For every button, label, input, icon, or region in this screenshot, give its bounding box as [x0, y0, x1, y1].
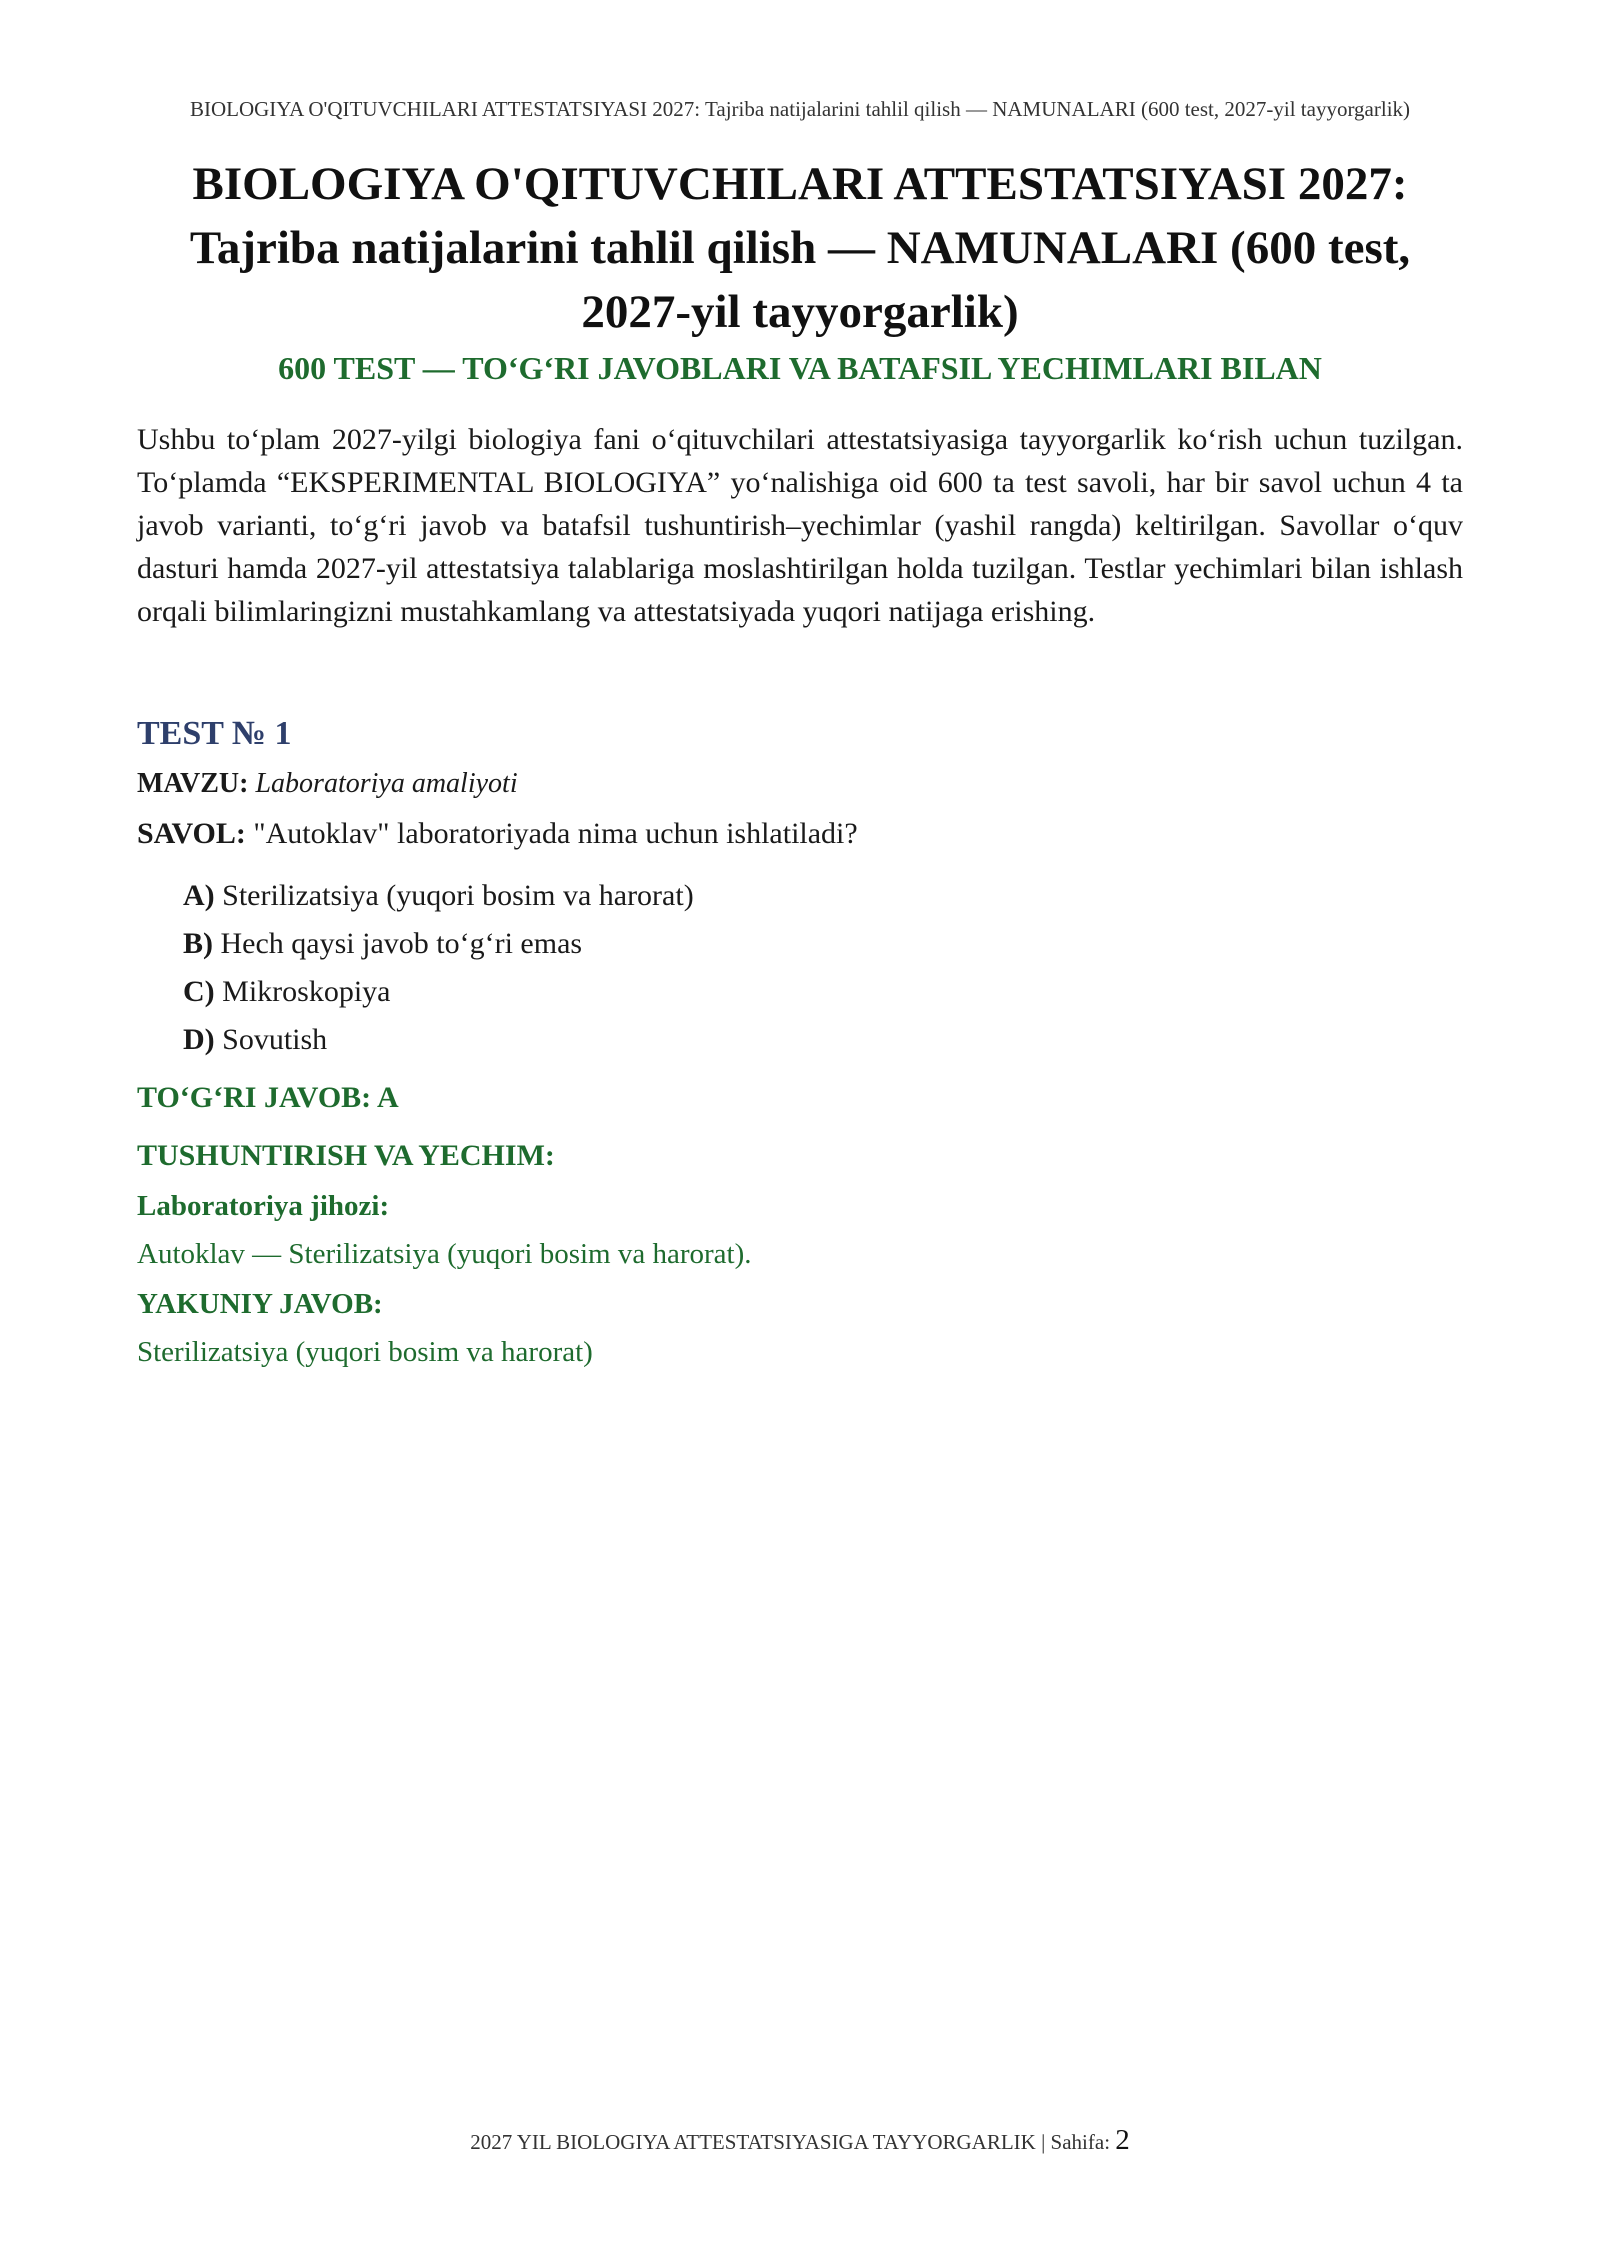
footer-separator: |: [1041, 2130, 1046, 2154]
intro-paragraph: Ushbu to‘plam 2027-yilgi biologiya fani o‘qituvchilari attestatsiyasiga tayyorgarlik ko‘rish uchun tuzilgan. To‘plamda “EKSPERIMENTAL BIOLOGIYA” yo‘nalishiga oid 600 ta test savoli, har bir savol uchun 4 ta javob varianti, to‘g‘ri javob va batafsil tushuntirish–yechimlar (yashil rangda) keltirilgan. Savollar o‘quv dasturi hamda 2027-yil attestatsiya talablariga moslashtirilgan holda tuzilgan. Testlar yechimlari bilan ishlash orqali bilimlaringizni mustahkamlang va attestatsiyada yuqori natijaga erishing.: [137, 423, 1463, 628]
option-text: Hech qaysi javob to‘g‘ri emas: [220, 927, 583, 960]
page-number: 2: [1115, 2124, 1130, 2156]
topic-line: [137, 764, 1463, 804]
final-answer-heading: YAKUNIY JAVOB:: [137, 1288, 383, 1320]
option-text: Sterilizatsiya (yuqori bosim va harorat): [222, 879, 694, 912]
option-text: Mikroskopiya: [222, 975, 391, 1008]
question-label: SAVOL:: [137, 817, 246, 850]
title-line-1: BIOLOGIYA O'QITUVCHILARI ATTESTATSIYASI 2027:: [192, 158, 1408, 210]
option-a: [183, 872, 1463, 920]
option-letter: C): [183, 975, 215, 1008]
question-text: "Autoklav" laboratoriyada nima uchun ishlatiladi?: [253, 817, 858, 850]
question-line: [137, 814, 1463, 854]
option-text: Sovutish: [222, 1023, 328, 1056]
option-b: [183, 920, 1463, 968]
explanation-heading: TUSHUNTIRISH VA YECHIM:: [137, 1139, 555, 1172]
option-d: [183, 1016, 1463, 1064]
option-letter: A): [183, 879, 215, 912]
test-block: [137, 712, 1463, 1372]
test-heading: TEST № 1: [137, 715, 292, 752]
answer-options: [183, 872, 1463, 1064]
page-label: Sahifa:: [1050, 2130, 1111, 2154]
option-c: [183, 968, 1463, 1016]
document-title: [120, 152, 1480, 344]
running-header: BIOLOGIYA O'QITUVCHILARI ATTESTATSIYASI 2027: Tajriba natijalarini tahlil qilish — NAMUNALARI (600 test, 2027-yil tayyorgarlik): [189, 97, 1411, 121]
footer-text: 2027 YIL BIOLOGIYA ATTESTATSIYASIGA TAYYORGARLIK: [470, 2130, 1036, 2154]
topic-value: Laboratoriya amaliyoti: [255, 768, 518, 799]
equipment-text: Autoklav — Sterilizatsiya (yuqori bosim va harorat).: [137, 1238, 752, 1270]
option-letter: D): [183, 1023, 215, 1056]
document-subtitle: 600 TEST — TO‘G‘RI JAVOBLARI VA BATAFSIL YECHIMLARI BILAN: [278, 350, 1322, 386]
option-letter: B): [183, 927, 213, 960]
topic-label: MAVZU:: [137, 768, 249, 799]
title-line-3: 2027-yil tayyorgarlik): [581, 286, 1019, 338]
equipment-heading: Laboratoriya jihozi:: [137, 1190, 390, 1222]
correct-answer: TO‘G‘RI JAVOB: A: [137, 1081, 399, 1114]
title-line-2: Tajriba natijalarini tahlil qilish — NAMUNALARI (600 test,: [189, 222, 1411, 274]
final-answer-text: Sterilizatsiya (yuqori bosim va harorat): [137, 1336, 593, 1368]
page-footer: [0, 2124, 1600, 2158]
